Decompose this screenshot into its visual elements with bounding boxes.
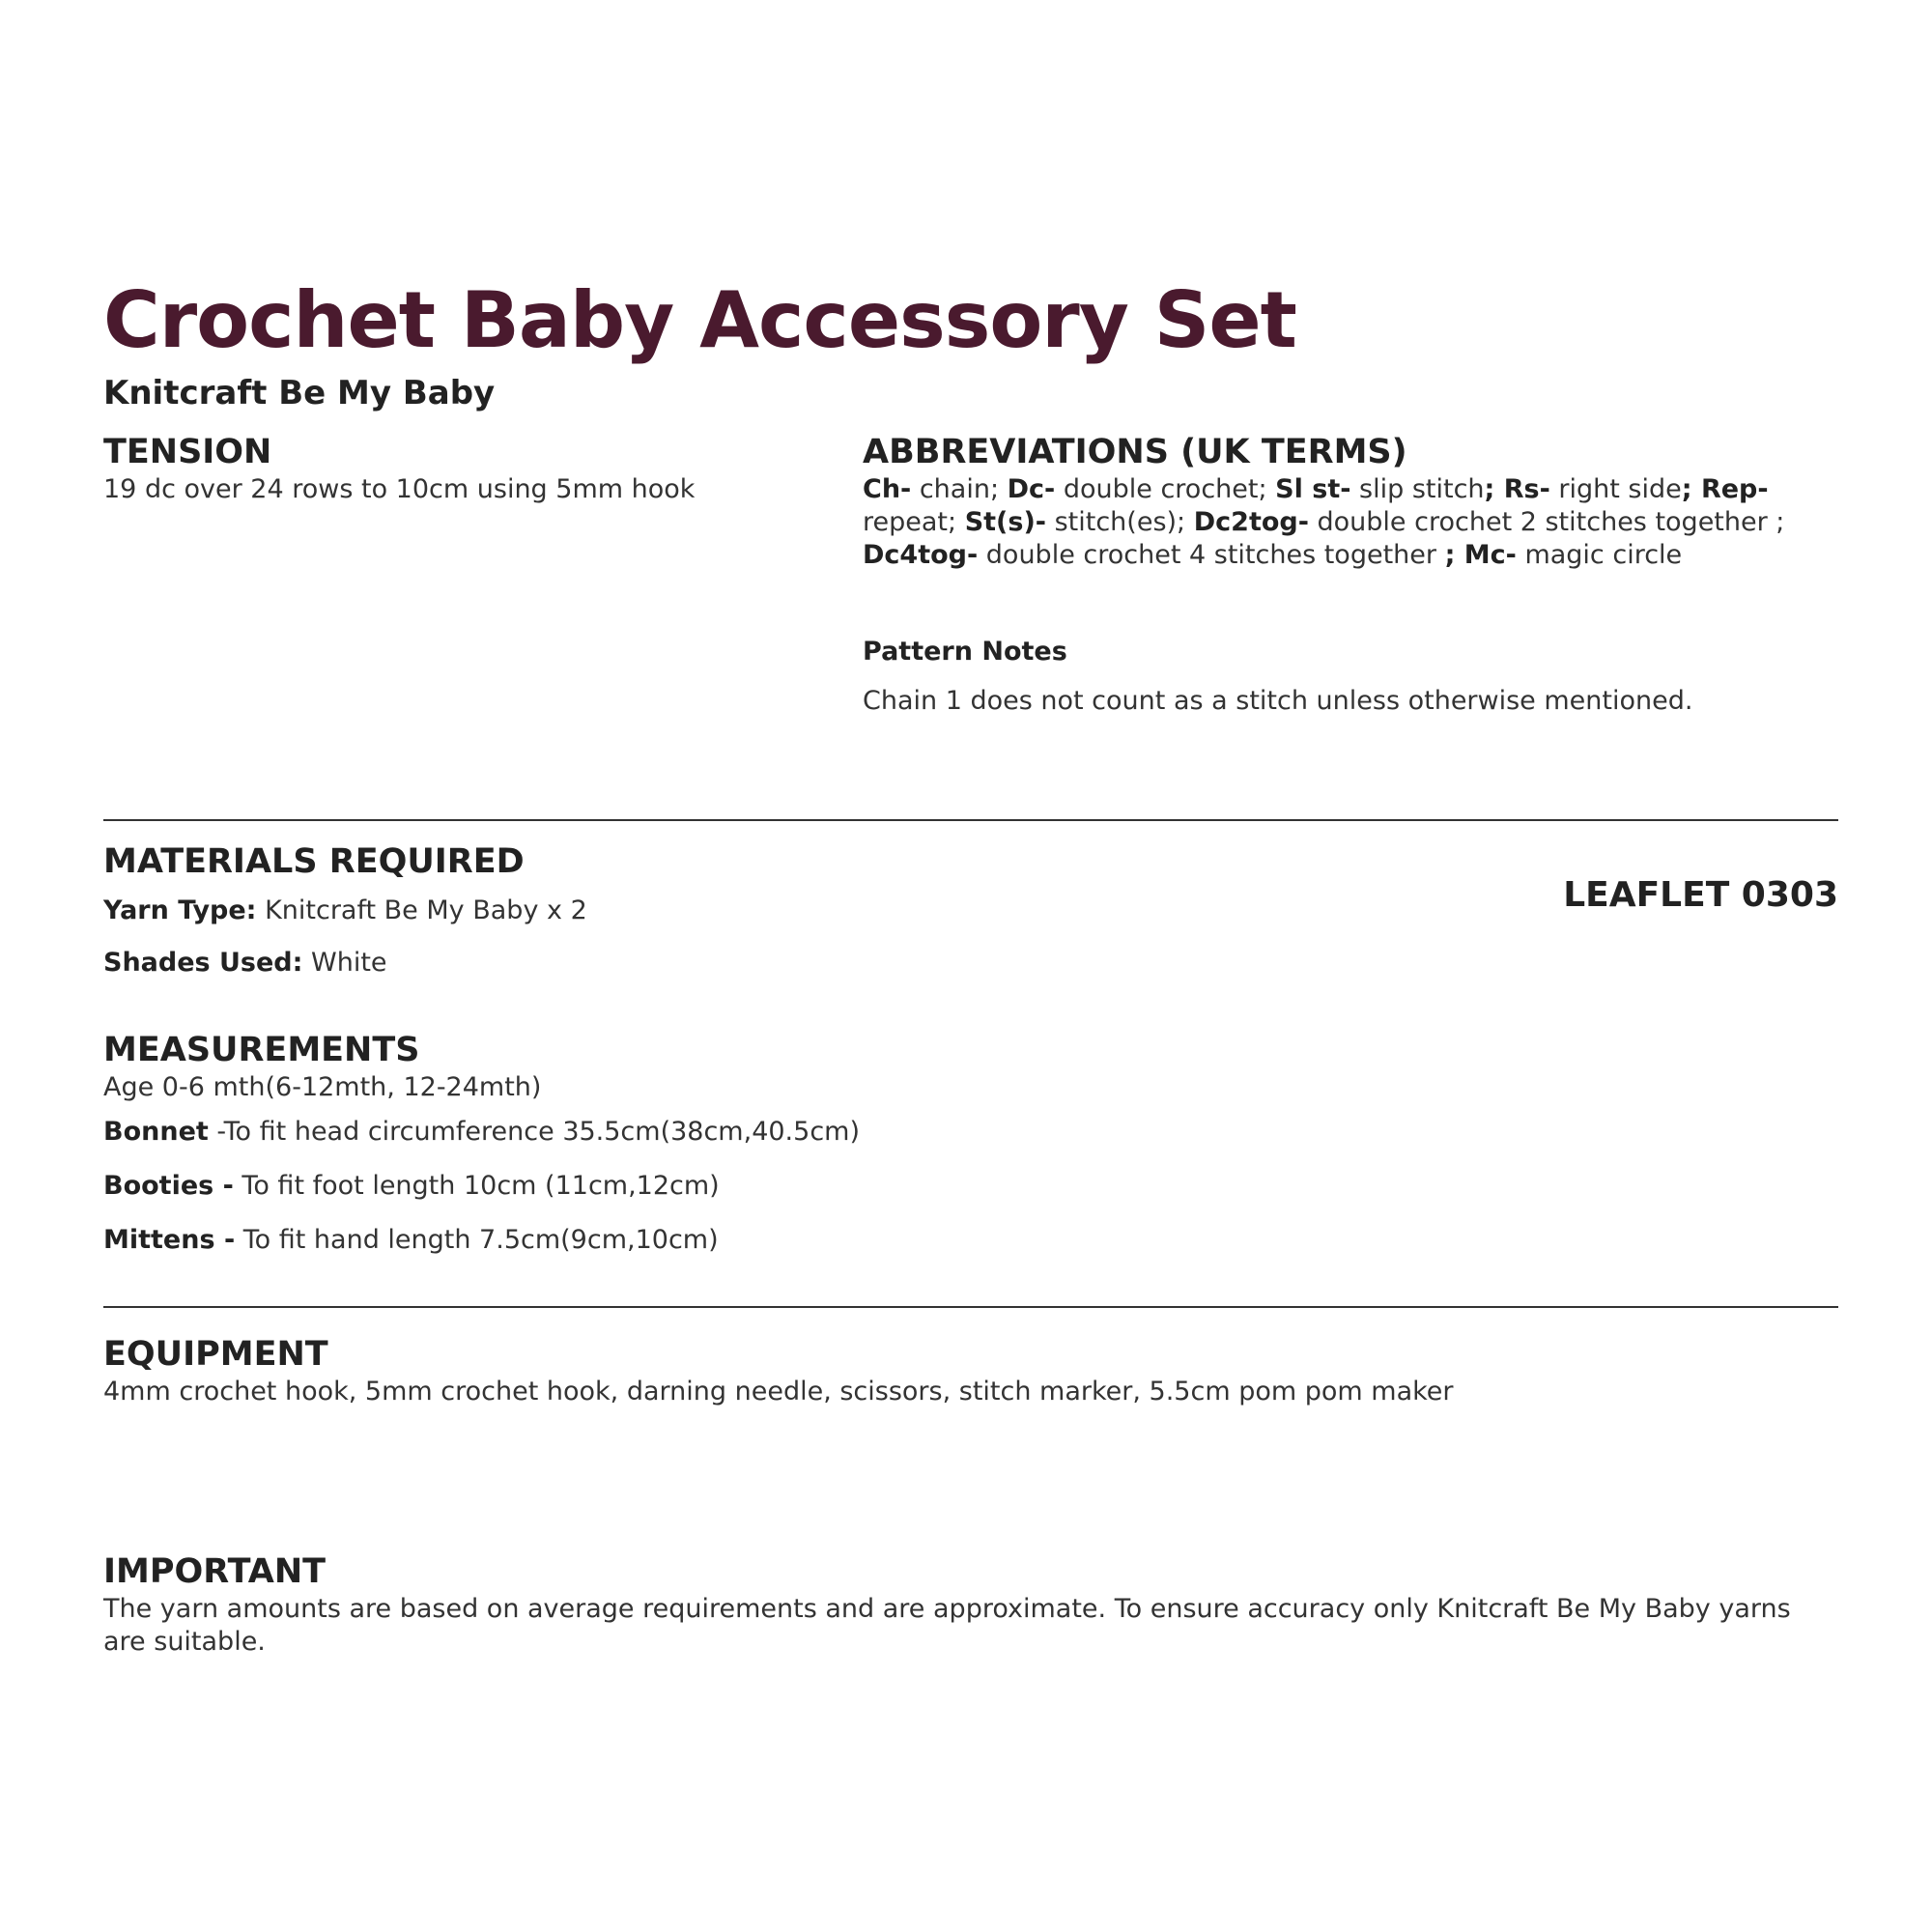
abbr-item: St(s)- stitch(es); [964, 507, 1186, 537]
important-text: The yarn amounts are based on average requirements and are approximate. To ensure accuracy only Knitcraft Be My Baby yarns are suitable. [103, 1594, 1791, 1657]
equipment-text: 4mm crochet hook, 5mm crochet hook, darning needle, scissors, stitch marker, 5.5cm pom pom maker [103, 1377, 1454, 1406]
measurements-section [103, 1029, 1069, 1257]
abbr-item: Ch- chain; [863, 474, 1000, 504]
materials-heading: MATERIALS REQUIRED [103, 842, 525, 881]
shades-used: Shades Used: White [103, 948, 387, 978]
abbr-item: ; Mc- magic circle [1444, 540, 1683, 570]
equipment-heading: EQUIPMENT [103, 1335, 328, 1374]
abbr-item: Sl st- slip stitch [1275, 474, 1485, 504]
materials-section [103, 840, 973, 980]
abbr-item: Dc2tog- double crochet 2 stitches together ; [1193, 507, 1785, 537]
measurements-heading: MEASUREMENTS [103, 1031, 420, 1069]
equipment-section [103, 1333, 1838, 1408]
important-heading: IMPORTANT [103, 1552, 327, 1591]
abbr-item: Dc4tog- double crochet 4 stitches together [863, 540, 1436, 570]
page-title: Crochet Baby Accessory Set [103, 275, 1296, 365]
measurements-age: Age 0-6 mth(6-12mth, 12-24mth) [103, 1072, 542, 1102]
measurements-bonnet: Bonnet -To fit head circumference 35.5cm(38cm,40.5cm) [103, 1117, 860, 1147]
leaflet-number: LEAFLET 0303 [1563, 875, 1838, 915]
divider [103, 1306, 1838, 1308]
page-subtitle: Knitcraft Be My Baby [103, 374, 496, 412]
abbr-item: ; Rep- repeat; [863, 474, 1769, 537]
abbr-item: ; Rs- right side [1484, 474, 1682, 504]
abbreviations-text [863, 473, 1838, 572]
pattern-notes-text: Chain 1 does not count as a stitch unless otherwise mentioned. [863, 686, 1693, 716]
divider [103, 819, 1838, 821]
measurements-mittens: Mittens - To fit hand length 7.5cm(9cm,10cm) [103, 1225, 719, 1255]
abbr-item: Dc- double crochet; [1007, 474, 1267, 504]
abbreviations-heading: ABBREVIATIONS (UK TERMS) [863, 433, 1407, 471]
yarn-type: Yarn Type: Knitcraft Be My Baby x 2 [103, 895, 587, 925]
abbreviations-section [863, 431, 1838, 572]
tension-section [103, 431, 780, 506]
measurements-booties: Booties - To fit foot length 10cm (11cm,12cm) [103, 1171, 720, 1201]
important-section [103, 1550, 1838, 1659]
pattern-notes-section [863, 635, 1838, 718]
tension-text: 19 dc over 24 rows to 10cm using 5mm hook [103, 474, 696, 504]
pattern-notes-heading: Pattern Notes [863, 637, 1067, 667]
tension-heading: TENSION [103, 433, 272, 471]
